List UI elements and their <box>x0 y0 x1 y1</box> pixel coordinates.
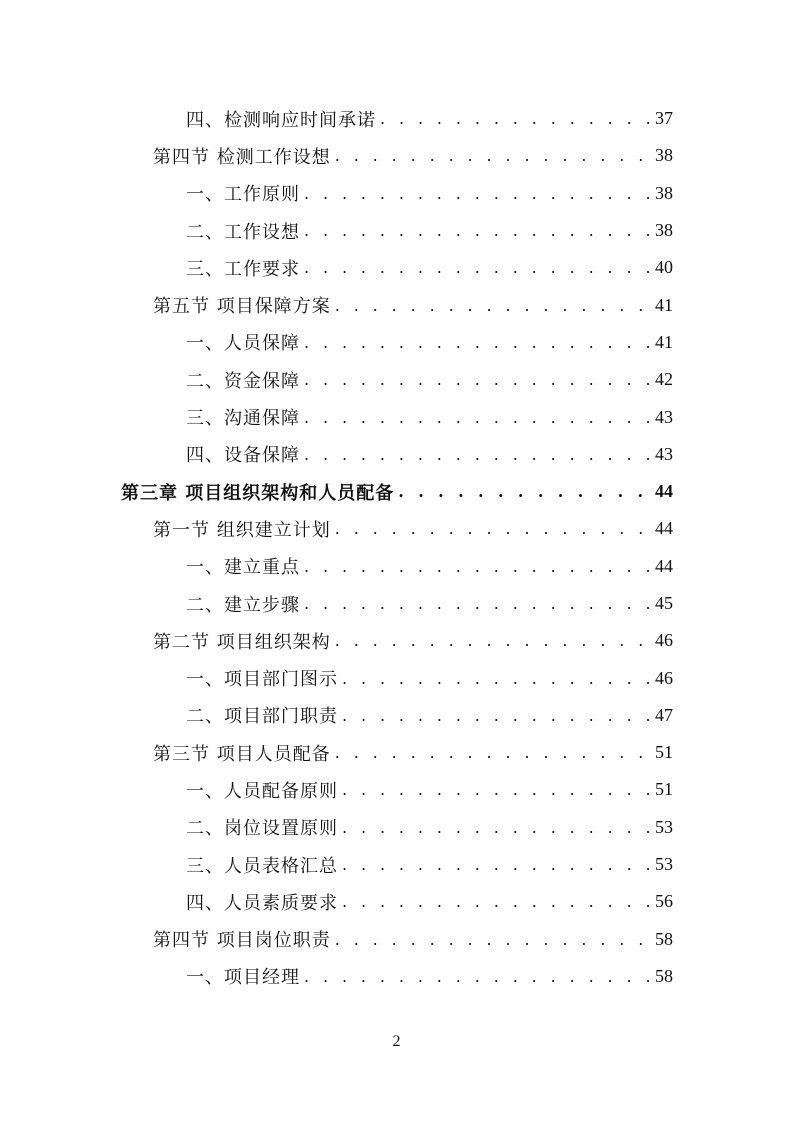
toc-entry-title: 一、人员保障 <box>186 333 300 355</box>
toc-entry-item[interactable] <box>0 846 793 883</box>
toc-entry-page: 38 <box>655 220 673 241</box>
toc-entry-page: 47 <box>655 704 673 725</box>
toc-entry-section[interactable] <box>0 137 793 174</box>
toc-entry-page: 41 <box>655 331 673 352</box>
toc-entry-title: 第五节 项目保障方案 <box>153 296 331 318</box>
toc-entry-page: 37 <box>655 108 673 129</box>
toc-entry-chapter[interactable] <box>0 473 793 510</box>
toc-entry-section[interactable] <box>0 921 793 958</box>
toc-entry-section[interactable] <box>0 734 793 771</box>
toc-entry-title: 第三章 项目组织架构和人员配备 <box>121 482 395 504</box>
toc-entry-page: 41 <box>655 294 673 315</box>
toc-entry-title: 四、检测响应时间承诺 <box>186 109 376 131</box>
toc-entry-page: 44 <box>655 555 673 576</box>
toc-dot-leader <box>335 519 651 538</box>
toc-entry-page: 43 <box>655 443 673 464</box>
toc-entry-page: 40 <box>655 257 673 278</box>
toc-dot-leader <box>304 445 651 464</box>
toc-dot-leader <box>342 780 651 799</box>
toc-entry-item[interactable] <box>0 585 793 622</box>
toc-entry-title: 第三节 项目人员配备 <box>153 743 331 765</box>
toc-entry-page: 56 <box>655 891 673 912</box>
toc-dot-leader <box>304 967 651 986</box>
toc-entry-title: 二、工作设想 <box>186 221 300 243</box>
toc-entry-item[interactable] <box>0 771 793 808</box>
toc-entry-item[interactable] <box>0 436 793 473</box>
toc-entry-page: 53 <box>655 816 673 837</box>
toc-entry-title: 二、项目部门职责 <box>186 706 338 728</box>
toc-dot-leader <box>304 333 651 352</box>
toc-dot-leader <box>304 594 651 613</box>
toc-entry-item[interactable] <box>0 697 793 734</box>
toc-entry-item[interactable] <box>0 809 793 846</box>
toc-entry-title: 三、工作要求 <box>186 258 300 280</box>
toc-entry-title: 一、工作原则 <box>186 184 300 206</box>
toc-entry-title: 第二节 项目组织架构 <box>153 631 331 653</box>
page-number: 2 <box>392 1033 401 1050</box>
toc-entry-title: 第四节 检测工作设想 <box>153 146 331 168</box>
toc-entry-page: 51 <box>655 779 673 800</box>
toc-entry-title: 第四节 项目岗位职责 <box>153 930 331 952</box>
toc-entry-item[interactable] <box>0 958 793 995</box>
toc-entry-page: 58 <box>655 928 673 949</box>
toc-entry-item[interactable] <box>0 100 793 137</box>
toc-dot-leader <box>342 855 651 874</box>
toc-dot-leader <box>342 669 651 688</box>
toc-entry-item[interactable] <box>0 659 793 696</box>
toc-entry-title: 一、项目部门图示 <box>186 669 338 691</box>
toc-entry-section[interactable] <box>0 622 793 659</box>
toc-entry-title: 一、人员配备原则 <box>186 780 338 802</box>
toc-entry-page: 46 <box>655 630 673 651</box>
toc-entry-section[interactable] <box>0 510 793 547</box>
toc-entry-page: 43 <box>655 406 673 427</box>
toc-entry-page: 53 <box>655 854 673 875</box>
toc-entry-item[interactable] <box>0 324 793 361</box>
toc-entry-item[interactable] <box>0 361 793 398</box>
toc-dot-leader <box>335 296 651 315</box>
toc-entry-item[interactable] <box>0 548 793 585</box>
toc-dot-leader <box>380 109 651 128</box>
toc-entry-item[interactable] <box>0 249 793 286</box>
toc-dot-leader <box>304 258 651 277</box>
toc-entry-title: 三、人员表格汇总 <box>186 855 338 877</box>
toc-entry-page: 51 <box>655 742 673 763</box>
toc-entry-item[interactable] <box>0 398 793 435</box>
toc-dot-leader <box>335 930 651 949</box>
toc-entry-title: 一、建立重点 <box>186 557 300 579</box>
toc-dot-leader <box>304 370 651 389</box>
toc-dot-leader <box>304 221 651 240</box>
toc-entry-title: 一、项目经理 <box>186 967 300 989</box>
toc-entry-title: 四、人员素质要求 <box>186 892 338 914</box>
toc-dot-leader <box>342 892 651 911</box>
toc-dot-leader <box>304 184 651 203</box>
toc-entry-item[interactable] <box>0 883 793 920</box>
toc-entry-title: 二、建立步骤 <box>186 594 300 616</box>
toc-entry-item[interactable] <box>0 175 793 212</box>
toc-dot-leader <box>342 706 651 725</box>
table-of-contents <box>0 100 793 995</box>
toc-entry-page: 38 <box>655 145 673 166</box>
toc-entry-title: 四、设备保障 <box>186 445 300 467</box>
toc-entry-page: 58 <box>655 965 673 986</box>
toc-dot-leader <box>342 818 651 837</box>
toc-entry-title: 三、沟通保障 <box>186 408 300 430</box>
toc-dot-leader <box>304 557 651 576</box>
toc-entry-page: 42 <box>655 369 673 390</box>
toc-entry-page: 38 <box>655 182 673 203</box>
toc-dot-leader <box>304 408 651 427</box>
toc-dot-leader <box>335 631 651 650</box>
toc-dot-leader <box>335 743 651 762</box>
toc-entry-page: 44 <box>655 518 673 539</box>
toc-entry-page: 44 <box>655 481 673 502</box>
toc-entry-title: 二、资金保障 <box>186 370 300 392</box>
toc-entry-item[interactable] <box>0 212 793 249</box>
toc-entry-page: 45 <box>655 593 673 613</box>
toc-entry-page: 46 <box>655 667 673 688</box>
toc-entry-title: 二、岗位设置原则 <box>186 818 338 840</box>
toc-entry-section[interactable] <box>0 286 793 323</box>
toc-dot-leader <box>335 146 651 165</box>
toc-entry-title: 第一节 组织建立计划 <box>153 519 331 541</box>
toc-dot-leader <box>398 482 651 501</box>
